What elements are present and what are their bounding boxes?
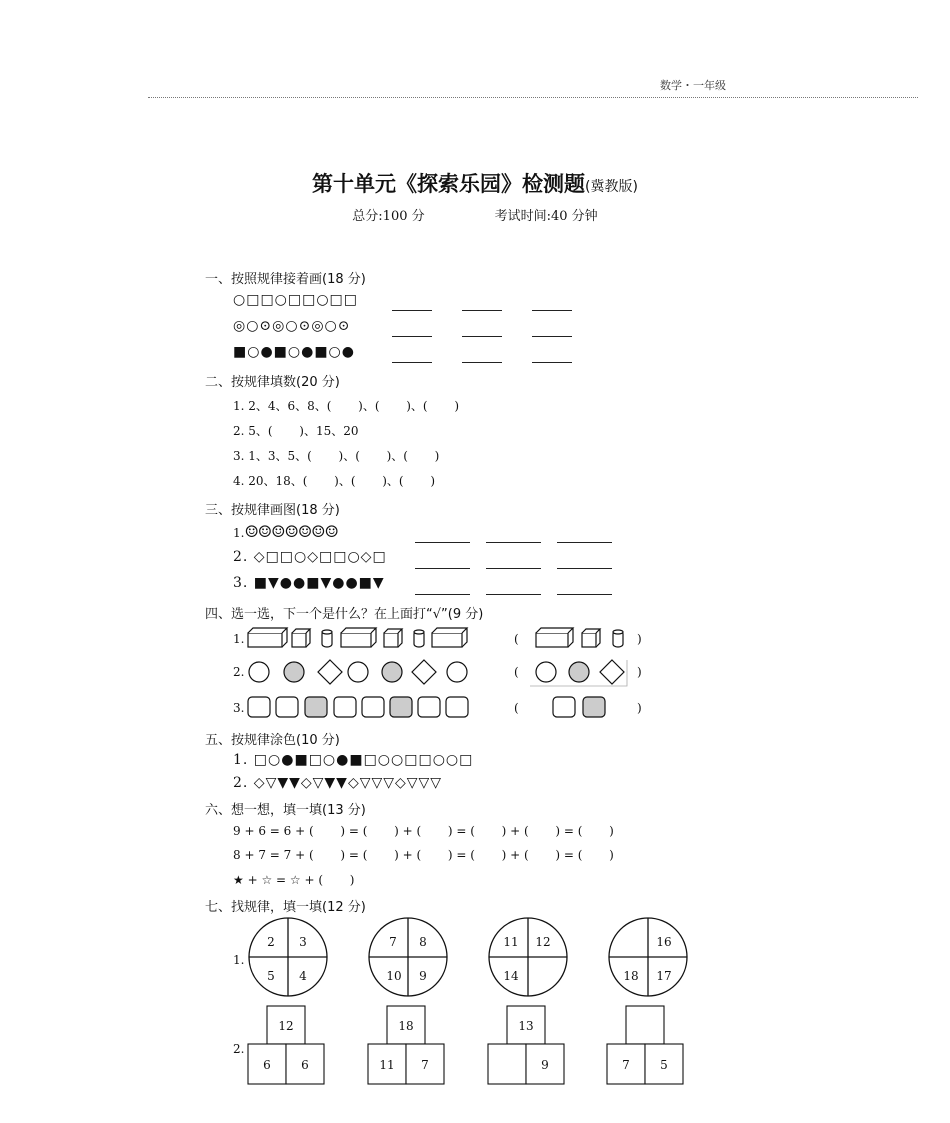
q4-paren-close-1: ) [637,632,642,646]
circle-1-bl: 5 [267,969,275,983]
number-boxes [248,1006,683,1084]
q1-heading: 一、按照规律接着画(18 分) [205,272,366,287]
circle-1-br: 4 [299,969,307,983]
number-box-3 [488,1006,564,1084]
number-box-1 [248,1006,324,1084]
circle-1-tl: 2 [267,935,275,949]
box-2-bl: 11 [379,1058,395,1072]
circle-4-br: 17 [656,969,672,983]
q4-row-2-label: 2. [233,665,245,679]
circle-2-tr: 8 [419,935,427,949]
circle-2-br: 9 [419,969,427,983]
box-4-bl: 7 [622,1058,630,1072]
q7-heading: 七、找规律，填一填(12 分) [205,900,366,915]
q2-row-3: 3. 1、3、5、( )、( )、( ) [233,449,440,463]
q7-label-1: 1. [233,953,245,967]
q2-row-2: 2. 5、( )、15、20 [233,424,359,438]
q4-paren-open-3: ( [514,701,519,715]
circle-4-tr: 16 [656,935,672,949]
page-header-subject: 数学・一年级 [660,79,726,92]
box-3-top: 13 [518,1019,534,1033]
number-circle-4 [609,918,687,996]
smiley-face-icons: ☺☺☺☺☺☺☺ [244,522,338,541]
title-main: 第十单元《探索乐园》检测题 [312,172,586,196]
box-4-br: 5 [660,1058,668,1072]
box-2-br: 7 [421,1058,429,1072]
q5-row-2: 2. ◇▽▼▼◇▽▼▼◇▽▽▽◇▽▽▽ [233,775,443,791]
q6-heading: 六、想一想，填一填(13 分) [205,803,366,818]
circle-3-tr: 12 [535,935,551,949]
q5-row-1: 1. □○●■□○●■□○○□□○○□ [233,752,474,768]
q1-row-1: ○□□○□□○□□ [233,292,359,308]
q2-row-1: 1. 2、4、6、8、( )、( )、( ) [233,399,459,413]
box-1-bl: 6 [263,1058,271,1072]
circle-2-tl: 7 [389,935,397,949]
q4-row-1-label: 1. [233,632,245,646]
q3-row-1-label: 1. [233,526,245,540]
circle-3-tl: 11 [503,935,519,949]
q4-heading: 四、选一选，下一个是什么？在上面打“√”(9 分) [205,607,484,622]
q6-row-2: 8 + 7 = 7 + ( ) = ( ) + ( ) = ( ) + ( ) = ( ) [233,848,614,862]
q6-row-3: ★ + ☆ = ☆ + ( ) [233,873,355,887]
number-circle-3 [489,918,567,996]
circle-2-bl: 10 [386,969,402,983]
q3-heading: 三、按规律画图(18 分) [205,503,340,518]
q4-paren-close-3: ) [637,701,642,715]
total-score: 总分:100 分 [352,209,425,224]
circle-3-bl: 14 [503,969,519,983]
box-1-br: 6 [301,1058,309,1072]
number-circles [249,918,687,996]
box-2-top: 18 [398,1019,414,1033]
circle-4-bl: 18 [623,969,639,983]
q5-heading: 五、按规律涂色(10 分) [205,733,340,748]
q6-row-1: 9 + 6 = 6 + ( ) = ( ) + ( ) = ( ) + ( ) = ( ) [233,824,614,838]
q7-label-2: 2. [233,1042,245,1056]
exam-time: 考试时间:40 分钟 [494,209,598,224]
box-1-top: 12 [278,1019,294,1033]
number-circle-2 [369,918,447,996]
title-edition: (冀教版) [585,179,638,195]
number-box-4 [607,1006,683,1084]
q2-heading: 二、按规律填数(20 分) [205,375,340,390]
box-3-br: 9 [541,1058,549,1072]
q4-row-3-label: 3. [233,701,245,715]
q2-row-4: 4. 20、18、( )、( )、( ) [233,474,435,488]
q4-paren-open-2: ( [514,665,519,679]
q3-row-3: 3. ■▼●●■▼●●■▼ [233,575,385,591]
number-box-2 [368,1006,444,1084]
number-circle-1 [249,918,327,996]
q4-paren-close-2: ) [637,665,642,679]
circle-1-tr: 3 [299,935,307,949]
q4-paren-open-1: ( [514,632,519,646]
q1-row-3: ■○●■○●■○● [233,344,355,360]
q1-row-2: ◎○⊙◎○⊙◎○⊙ [233,318,351,334]
q3-row-2: 2. ◇□□○◇□□○◇□ [233,549,387,565]
